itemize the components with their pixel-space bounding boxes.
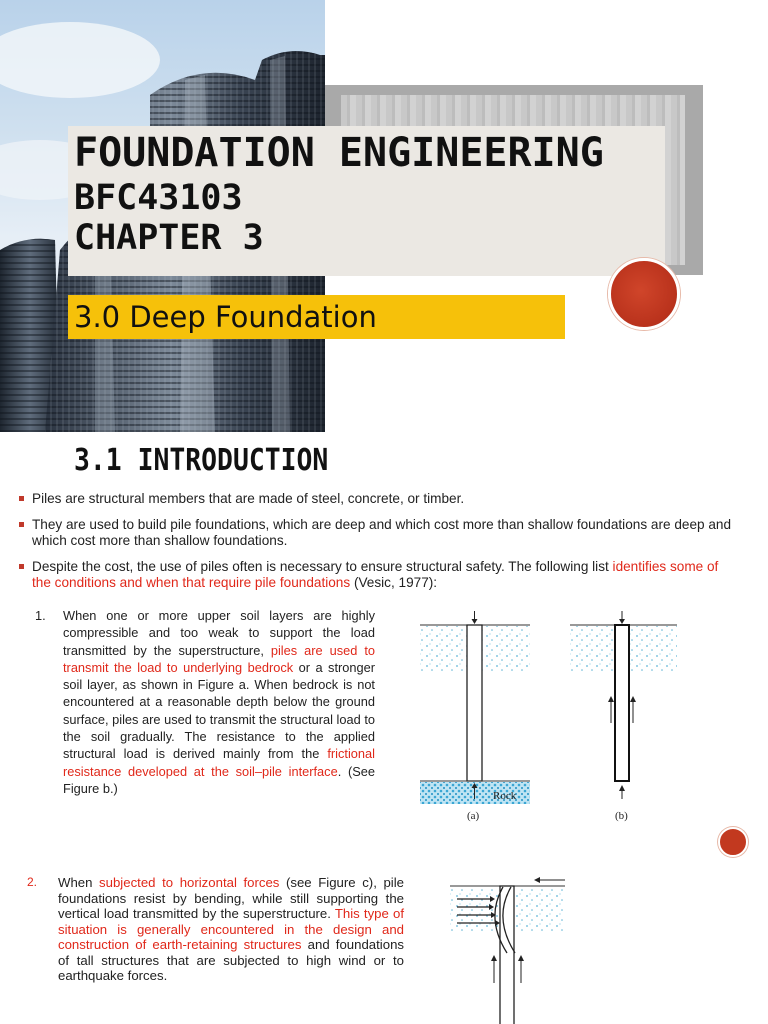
item-text (63, 607, 375, 797)
item-text-part: When one or more upper soil layers are highly compressible and too weak to support the load transmitted by the superstructure, (63, 608, 375, 658)
bullet-text: Piles are structural members that are made of steel, concrete, or timber. (32, 491, 465, 506)
pile-figures-ab (415, 603, 685, 825)
highlighted-text: subjected to horizontal forces (99, 875, 280, 890)
citation-text: (Vesic, 1977): (350, 575, 438, 590)
item-number: 2. (27, 875, 38, 889)
pile-figure-c (445, 873, 570, 1024)
numbered-item-2 (27, 875, 404, 984)
figure-b-label: (b) (615, 810, 628, 822)
item-text-part: . (See Figure b.) (63, 763, 375, 796)
decorative-circle (608, 258, 680, 330)
item-text-part: When (58, 875, 100, 890)
highlighted-text: frictional resistance developed at the soil–pile interface (63, 746, 375, 779)
course-title: FOUNDATION ENGINEERING (74, 130, 604, 176)
figure-a (420, 611, 530, 822)
bullet-item (18, 559, 738, 591)
figure-b (570, 611, 677, 822)
item-text (58, 875, 404, 984)
introduction-slide (0, 433, 768, 1024)
bullet-item (18, 517, 738, 549)
item-text-part: and foundations of tall structures that are subjected to high wind or to earthquake forces. (58, 937, 404, 983)
subtitle-box (68, 295, 565, 339)
bullet-marker-icon (19, 522, 24, 527)
highlighted-text: identifies some of the conditions and when that require pile foundations (32, 559, 719, 590)
item-text-part: or a stronger soil layer, as shown in Figure a. When bedrock is not encountered at a reasonable depth below the ground surface, piles are used to transmit the structural load to the soil gradually. The resistance to the applied structural load is derived mainly from the (63, 659, 375, 762)
figure-a-label: (a) (467, 810, 480, 822)
item-text-part: (see Figure c), pile foundations resist by bending, while still supporting the vertical load transmitted by the superstructure. (58, 875, 404, 921)
subtitle: 3.0 Deep Foundation (74, 300, 377, 334)
course-code: BFC43103 (74, 178, 243, 218)
chapter-label: CHAPTER 3 (74, 218, 264, 258)
bullet-text: Despite the cost, the use of piles often is necessary to ensure structural safety. The following list (32, 559, 613, 574)
bullet-item (18, 491, 738, 507)
bullet-marker-icon (19, 496, 24, 501)
highlighted-text: This type of situation is generally encountered in the design and construction of earth-retaining structures (58, 906, 404, 952)
rock-label: Rock (493, 790, 517, 802)
bullet-list (18, 491, 738, 601)
highlighted-text: piles are used to transmit the load to underlying bedrock (63, 642, 375, 675)
title-box (68, 126, 665, 276)
section-heading: 3.1 INTRODUCTION (74, 443, 329, 478)
bullet-marker-icon (19, 564, 24, 569)
numbered-item-1 (35, 607, 375, 797)
title-slide (0, 0, 768, 432)
item-number: 1. (35, 608, 46, 623)
bullet-text: They are used to build pile foundations, which are deep and which cost more than shallow foundations are deep and which cost more than shallow foundations. (32, 517, 732, 548)
decorative-circle-small (718, 827, 748, 857)
